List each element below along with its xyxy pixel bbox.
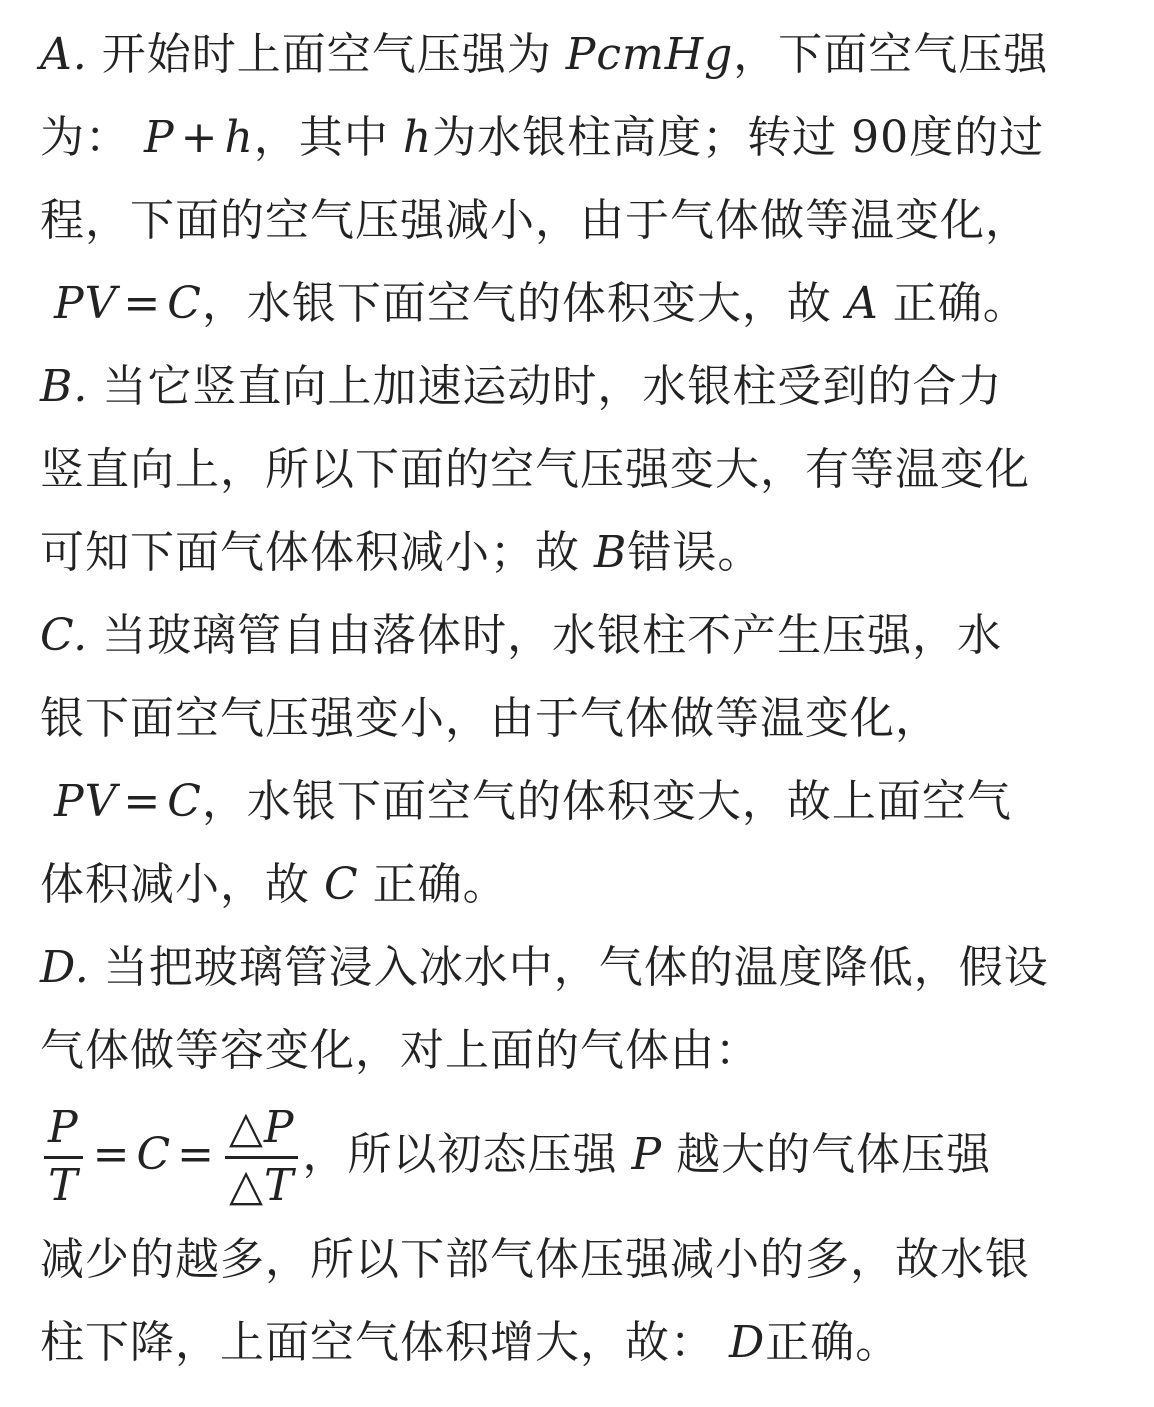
math-operator: +: [180, 112, 219, 163]
text-segment: 为水银柱高度；转过: [432, 112, 838, 163]
text-segment: 柱下降，上面空气体积增大，故：: [40, 1317, 715, 1368]
fraction-numerator: △P: [225, 1105, 298, 1158]
para-d-line-3: [40, 1092, 1120, 1218]
text-segment: 正确。: [765, 1317, 901, 1368]
para-c-line-1: [40, 594, 1120, 677]
para-b-line-2: [40, 428, 1120, 511]
text-segment: 当它竖直向上加速运动时，水银柱受到的合力: [102, 361, 1003, 412]
para-c-line-4: [40, 843, 1120, 926]
para-b-line-1: [40, 345, 1120, 428]
math-expr: h: [224, 112, 254, 163]
para-a-line-2: [40, 96, 1120, 179]
text-segment: ，水银下面空气的体积变大，故上面空气: [201, 776, 1012, 827]
math-expr: B: [594, 527, 628, 578]
text-segment: 正确。: [372, 859, 508, 910]
math-expr: C: [136, 1129, 172, 1180]
text-segment: 体积减小，故: [40, 859, 310, 910]
text-segment: 当玻璃管自由落体时，水银柱不产生压强，水: [102, 610, 1003, 661]
math-operator: =: [123, 776, 162, 827]
math-expr: C: [167, 776, 202, 827]
fraction-numerator: P: [44, 1105, 83, 1158]
text-segment: 为：: [40, 112, 130, 163]
math-expr: C: [324, 859, 359, 910]
text-segment: 正确。: [892, 278, 1028, 329]
math-expr: PV: [54, 278, 118, 329]
text-segment: 开始时上面空气压强为: [101, 29, 552, 80]
text-segment: 当把玻璃管浸入冰水中，气体的温度降低，假设: [103, 942, 1049, 993]
fraction-denominator: T: [48, 1159, 79, 1211]
math-number: 90: [851, 112, 910, 163]
math-expr: PcmHg: [565, 29, 734, 80]
text-segment: ，水银下面空气的体积变大，故: [201, 278, 832, 329]
fraction-delta-p-over-delta-t: [225, 1102, 298, 1211]
math-expr: h: [402, 112, 433, 163]
math-expr: P: [631, 1129, 663, 1180]
para-d-line-1: [40, 926, 1120, 1009]
option-c-label: C.: [40, 610, 89, 661]
text-segment: 度的过: [909, 112, 1045, 163]
text-segment: 气体做等容变化，对上面的气体由：: [40, 1025, 760, 1076]
math-operator: =: [92, 1129, 131, 1180]
fraction-p-over-t: [44, 1102, 83, 1211]
text-segment: 错误。: [627, 527, 763, 578]
math-expr: A: [845, 278, 879, 329]
para-d-line-2: [40, 1009, 1120, 1092]
text-segment: ，下面空气压强: [733, 29, 1049, 80]
para-a-line-3: [40, 179, 1120, 262]
para-a-line-4: [40, 262, 1120, 345]
math-operator: =: [177, 1129, 216, 1180]
text-segment: ，所以初态压强: [302, 1129, 618, 1180]
para-c-line-3: [40, 760, 1120, 843]
text-segment: 可知下面气体体积减小；故: [40, 527, 580, 578]
solution-text: [40, 13, 1120, 1384]
para-b-line-3: [40, 511, 1120, 594]
text-segment: 银下面空气压强变小，由于气体做等温变化，: [40, 693, 940, 744]
math-expr: D: [729, 1317, 766, 1368]
text-segment: 越大的气体压强: [676, 1129, 992, 1180]
text-segment: 减少的越多，所以下部气体压强减小的多，故水银: [40, 1234, 1030, 1285]
text-segment: 程，下面的空气压强减小，由于气体做等温变化，: [40, 195, 1030, 246]
math-expr: PV: [54, 776, 118, 827]
math-expr: P: [144, 112, 175, 163]
text-segment: 竖直向上，所以下面的空气压强变大，有等温变化: [40, 444, 1030, 495]
option-b-label: B.: [40, 361, 89, 412]
para-d-line-4: [40, 1218, 1120, 1301]
option-a-label: A.: [40, 29, 88, 80]
para-a-line-1: [40, 13, 1120, 96]
option-d-label: D.: [40, 942, 90, 993]
math-expr: C: [167, 278, 202, 329]
fraction-denominator: △T: [229, 1159, 295, 1211]
text-segment: ，其中: [253, 112, 389, 163]
para-d-line-5: [40, 1301, 1120, 1384]
math-operator: =: [123, 278, 162, 329]
para-c-line-2: [40, 677, 1120, 760]
